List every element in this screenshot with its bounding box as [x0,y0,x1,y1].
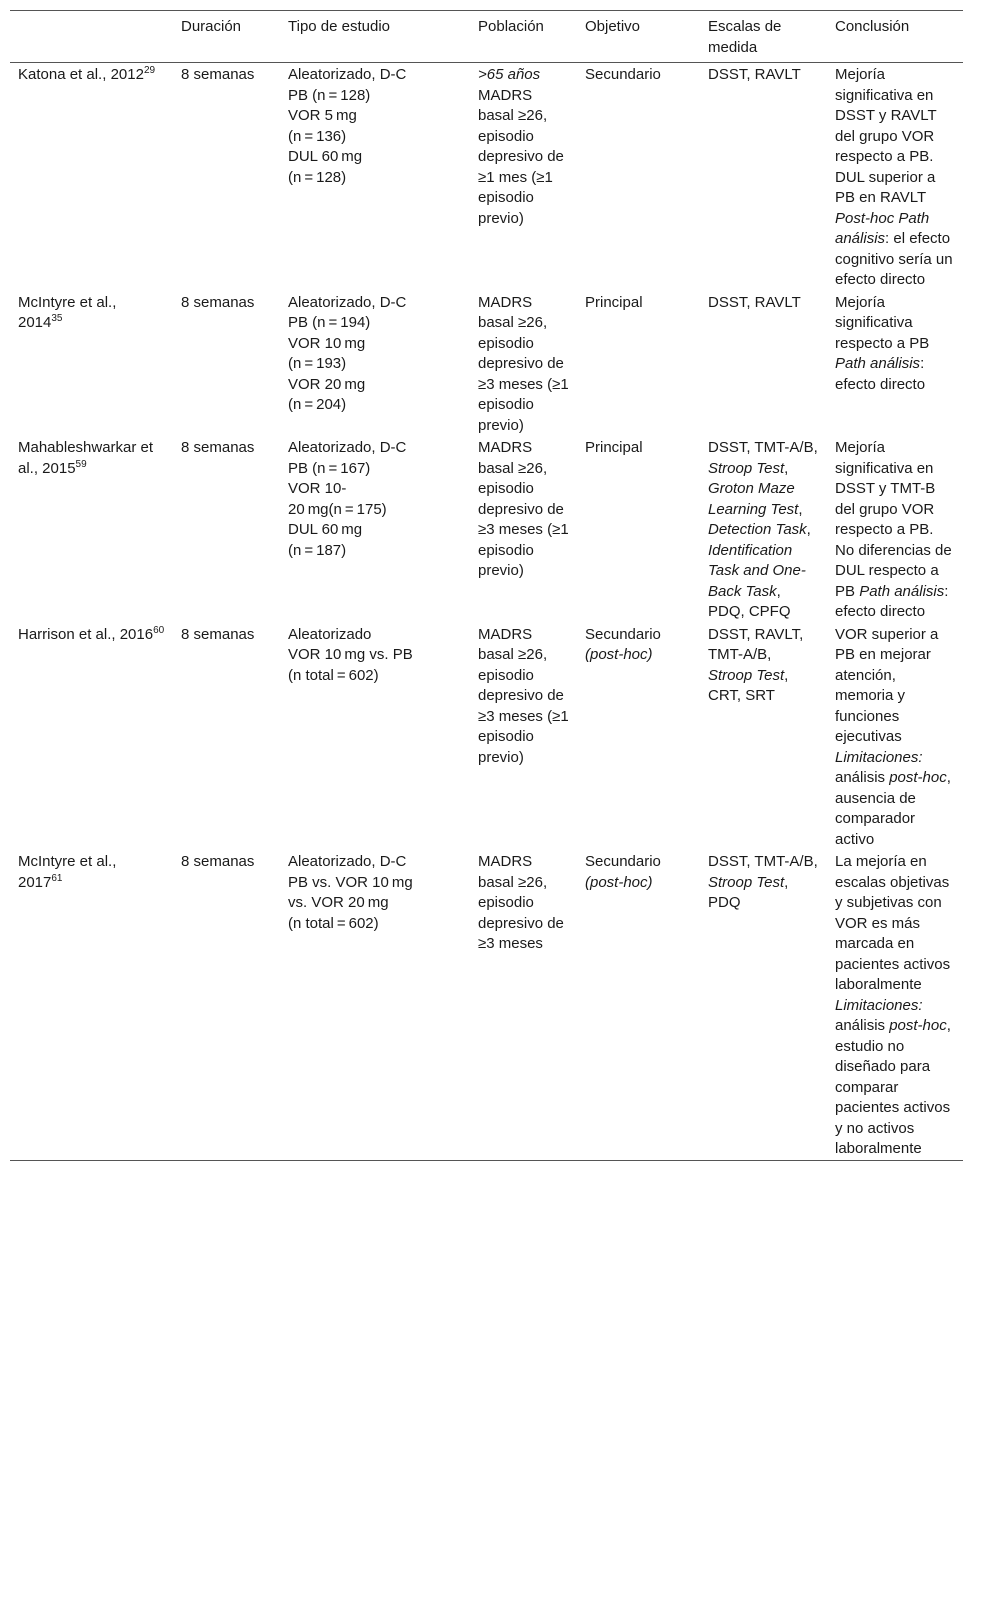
cell-conclusion [827,850,963,1160]
table-row [10,850,963,1160]
table-body [10,63,963,1161]
conclusion-segment: Mejoría significativa en DSST y RAVLT del grupo VOR respecto a PB. DUL superior a PB en RAVLT [835,66,941,206]
table-row [10,436,963,623]
cell-conclusion [827,436,963,623]
tipo-line: 20 mg(n = 175) [288,500,387,518]
poblacion-text: MADRS basal ≥26, episodio depresivo de ≥3 meses [478,853,569,952]
conclusion-segment: Post-hoc Path análisis [835,209,934,247]
cell-author [10,436,173,623]
tipo-line: Aleatorizado, D-C [288,439,407,456]
conclusion-segment: Mejoría significativa respecto a PB [835,293,934,352]
table-row [10,291,963,437]
cell-objetivo [577,436,700,623]
escalas-segment: Identification Task and One-Back Task [708,541,806,600]
header-cell-conclusion: Conclusión [835,18,910,35]
escalas-segment: , [806,521,816,538]
conclusion-segment: post-hoc [889,1017,947,1034]
cell-author [10,850,173,1160]
cell-conclusion [827,623,963,851]
cell-escalas [700,291,827,437]
cell-poblacion [470,291,577,437]
objetivo-text: Principal [585,293,643,311]
cell-author [10,63,173,291]
studies-table [10,10,963,1161]
tipo-line: PB (n = 194) [288,314,371,331]
cell-poblacion [470,850,577,1160]
poblacion-text: MADRS basal ≥26, episodio depresivo de ≥3 meses (≥1 episodio previo) [478,293,573,434]
cell-tipo [280,436,470,623]
cell-duracion: 8 semanas [181,293,255,311]
table-row [10,623,963,851]
conclusion-segment: Mejoría significativa en DSST y TMT-B del grupo VOR respecto a PB. No diferencias de DUL respecto a PB [835,439,956,600]
conclusion-segment: Limitaciones: [835,996,923,1014]
escalas-segment: Stroop Test [708,873,785,891]
conclusion-segment: : efecto directo [835,582,953,620]
conclusion-segment: La mejoría en escalas objetivas y subjetivas con VOR es más marcada en pacientes activos laboralmente [835,853,955,993]
cell-escalas [700,63,827,291]
conclusion-segment: Path análisis [859,582,945,600]
escalas-segment: DSST, RAVLT [708,66,801,83]
tipo-line: Aleatorizado, D-C [288,293,407,311]
table-row [10,63,963,291]
tipo-line: (n = 204) [288,396,347,413]
cell-tipo [280,63,470,291]
cell-escalas [700,623,827,851]
cell-objetivo [577,623,700,851]
cell-objetivo [577,291,700,437]
tipo-line: Aleatorizado [288,625,372,643]
tipo-line: (n total = 602) [288,914,379,932]
cell-duracion: 8 semanas [181,853,255,870]
author-text: McIntyre et al., 2017 [18,853,121,891]
escalas-segment: Detection Task [708,521,807,538]
tipo-line: (n = 128) [288,168,347,186]
tipo-line: VOR 10 mg vs. PB [288,646,413,663]
reference-number: 59 [75,458,87,470]
cell-duracion: 8 semanas [181,625,255,643]
author-text: Harrison et al., 2016 [18,625,154,643]
escalas-segment: DSST, TMT-A/B, [708,439,822,456]
header-cell-poblacion: Población [478,18,544,35]
escalas-segment: , PDQ [708,873,793,911]
cell-escalas [700,850,827,1160]
cell-poblacion [470,623,577,851]
poblacion-text: MADRS basal ≥26, episodio depresivo de ≥3 meses (≥1 episodio previo) [478,625,573,766]
conclusion-segment: análisis [835,748,927,786]
tipo-line: VOR 20 mg [288,375,366,393]
conclusion-segment: VOR superior a PB en mejorar atención, memoria y funciones ejecutivas [835,625,943,745]
escalas-segment: , [784,459,793,477]
header-row [10,11,963,63]
conclusion-segment: Path análisis [835,355,921,372]
escalas-segment: , [798,500,807,518]
cell-tipo [280,623,470,851]
conclusion-segment: , ausencia de comparador activo [835,769,956,848]
escalas-segment: DSST, TMT-A/B, [708,853,822,870]
author-text: McIntyre et al., 2014 [18,293,121,331]
cell-escalas [700,436,827,623]
cell-tipo [280,291,470,437]
tipo-line: (n = 136) [288,127,347,145]
escalas-segment: , CRT, SRT [708,666,793,704]
header-cell-tipo: Tipo de estudio [288,18,391,35]
reference-number: 61 [51,872,63,884]
escalas-segment: Groton Maze Learning Test [708,480,799,518]
cell-objetivo [577,63,700,291]
reference-number: 29 [143,65,156,76]
tipo-line: PB (n = 167) [288,459,371,477]
objetivo-text: Secundario [585,66,661,83]
tipo-line: PB (n = 128) [288,86,371,104]
tipo-line: (n total = 602) [288,666,379,684]
escalas-segment: DSST, RAVLT, TMT-A/B, [708,625,808,663]
tipo-line: Aleatorizado, D-C [288,66,407,83]
reference-number: 60 [153,624,165,636]
cell-objetivo [577,850,700,1160]
conclusion-segment: análisis [835,996,927,1034]
author-text: Mahableshwarkar et al., 2015 [18,439,158,477]
cell-duracion: 8 semanas [181,66,255,83]
cell-tipo [280,850,470,1160]
tipo-line: VOR 10 mg [288,334,366,352]
tipo-line: PB vs. VOR 10 mg [288,873,413,891]
conclusion-segment: : el efecto cognitivo sería un efecto directo [835,230,957,288]
author-text: Katona et al., 2012 [18,66,144,83]
poblacion-text: MADRS basal ≥26, episodio depresivo de ≥3 meses (≥1 episodio previo) [478,439,573,579]
tipo-line: (n = 187) [288,541,347,559]
escalas-segment: Stroop Test [708,459,785,477]
header-cell-objetivo: Objetivo [585,18,641,35]
objetivo-text: Principal [585,439,643,456]
objetivo-text: Secundario [585,853,661,870]
conclusion-segment: , estudio no diseñado para comparar pacientes activos y no activos laboralmente [835,1017,956,1157]
objetivo-italic: (post-hoc) [585,646,653,663]
tipo-line: DUL 60 mg [288,148,363,165]
poblacion-text: MADRS basal ≥26, episodio depresivo de ≥1 mes (≥1 episodio previo) [478,86,569,227]
cell-author [10,623,173,851]
conclusion-segment: : efecto directo [835,355,929,393]
conclusion-segment: post-hoc [889,769,947,786]
tipo-line: (n = 193) [288,355,347,372]
cell-poblacion [470,63,577,291]
header-cell-escalas: Escalas de medida [708,18,782,56]
objetivo-text: Secundario [585,625,661,643]
tipo-line: DUL 60 mg [288,521,363,538]
conclusion-segment: Limitaciones: [835,748,923,766]
cell-duracion: 8 semanas [181,439,255,456]
cell-author [10,291,173,437]
tipo-line: Aleatorizado, D-C [288,853,407,870]
escalas-segment: , PDQ, CPFQ [708,582,791,620]
header-cell-duracion: Duración [181,18,242,35]
tipo-line: vs. VOR 20 mg [288,894,389,911]
tipo-line: VOR 5 mg [288,107,357,124]
cell-poblacion [470,436,577,623]
escalas-segment: Stroop Test [708,666,785,684]
escalas-segment: DSST, RAVLT [708,293,801,311]
reference-number: 35 [51,313,63,324]
tipo-line: VOR 10- [288,480,347,497]
poblacion-italic: >65 años [478,66,541,83]
cell-conclusion [827,291,963,437]
cell-conclusion [827,63,963,291]
header-cell-author [10,11,173,63]
objetivo-italic: (post-hoc) [585,873,653,891]
